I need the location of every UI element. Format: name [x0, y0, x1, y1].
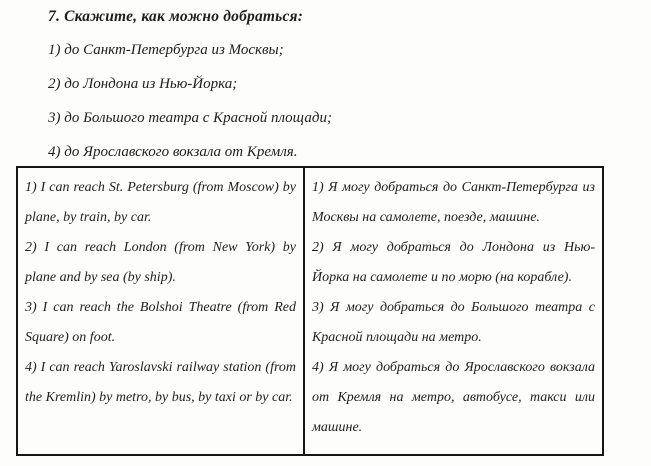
answer-english-2: 2) I can reach London (from New York) by plane and by sea (by ship). — [25, 240, 296, 285]
answer-russian-1: 1) Я могу добраться до Санкт-Петербурга из Москвы на самолете, поезде, машине. — [312, 180, 595, 225]
answers-column-english — [18, 168, 305, 454]
exercise-title: 7. Скажите, как можно добраться: — [48, 8, 304, 25]
exercise-block — [48, 8, 608, 177]
exercise-item-3: 3) до Большого театра с Красной площади; — [48, 110, 332, 126]
answers-table — [16, 166, 604, 456]
answer-russian-3: 3) Я могу добраться до Большого театра с Красной площади на метро. — [312, 300, 595, 345]
answers-column-russian — [305, 168, 602, 454]
answer-english-4: 4) I can reach Yaroslavski railway station (from the Kremlin) by metro, by bus, by taxi or by car. — [25, 360, 296, 405]
answer-russian-4: 4) Я могу добраться до Ярославского вокзала от Кремля на метро, автобусе, такси или машине. — [312, 360, 595, 435]
exercise-item-4: 4) до Ярославского вокзала от Кремля. — [48, 144, 298, 160]
exercise-item-1: 1) до Санкт-Петербурга из Москвы; — [48, 42, 284, 58]
exercise-item-2: 2) до Лондона из Нью-Йорка; — [48, 76, 238, 92]
answer-russian-2: 2) Я могу добраться до Лондона из Нью-Йорка на самолете и по морю (на корабле). — [312, 240, 595, 285]
answer-english-3: 3) I can reach the Bolshoi Theatre (from Red Square) on foot. — [25, 300, 296, 345]
answer-english-1: 1) I can reach St. Petersburg (from Moscow) by plane, by train, by car. — [25, 180, 296, 225]
